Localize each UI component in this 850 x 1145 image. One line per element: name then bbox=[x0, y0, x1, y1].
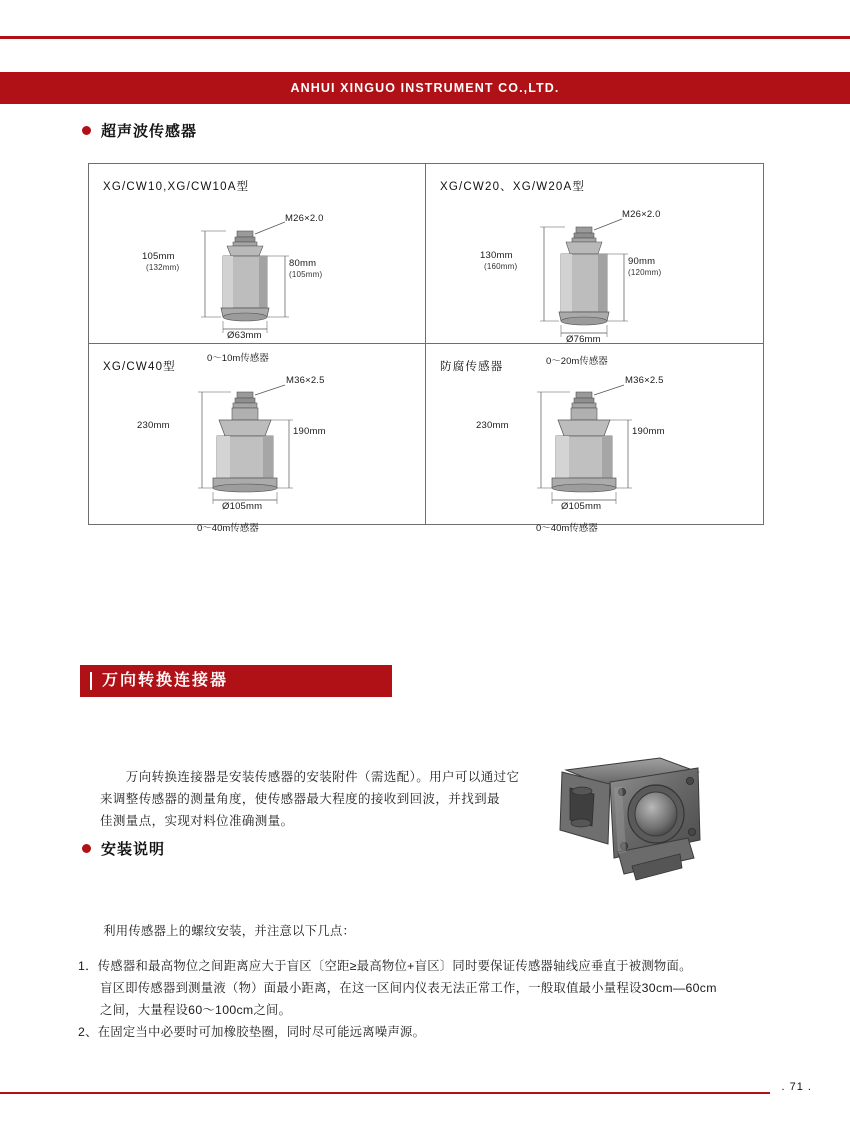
paragraph-line: 来调整传感器的测量角度，使传感器最大程度的接收到回波，并找到最 bbox=[100, 792, 500, 806]
cell-label: 防腐传感器 bbox=[440, 361, 504, 373]
range-caption: 0～40m传感器 bbox=[536, 523, 598, 534]
cell-label: XG/CW20、XG/W20A型 bbox=[440, 181, 586, 193]
footer-red-rule bbox=[0, 1092, 770, 1094]
installation-notes bbox=[78, 920, 778, 1043]
range-caption: 0～40m传感器 bbox=[197, 523, 259, 534]
section-heading-text: 超声波传感器 bbox=[101, 123, 198, 140]
paragraph-line: 佳测量点，实现对料位准确测量。 bbox=[100, 814, 294, 828]
connector-illustration bbox=[548, 748, 708, 888]
body-main-dim: 190mm bbox=[632, 426, 665, 437]
table-cell-cw10 bbox=[89, 164, 426, 364]
bullet-dot-icon bbox=[82, 126, 91, 135]
cell-label: XG/CW10,XG/CW10A型 bbox=[103, 181, 250, 193]
note-line: 盲区即传感器到测量液（物）面最小距离，在这一区间内仪表无法正常工作，一般取值最小量程设30cm—60cm bbox=[100, 981, 717, 995]
height-main-dim: 130mm bbox=[480, 250, 513, 261]
note-line: 利用传感器上的螺纹安装，并注意以下几点： bbox=[78, 924, 356, 938]
connector-description bbox=[100, 766, 530, 832]
thread-spec: M26×2.0 bbox=[285, 213, 324, 224]
table-cell-cw40 bbox=[89, 344, 426, 534]
body-alt-dim: (105mm) bbox=[289, 270, 323, 279]
diameter-dim: Ø105mm bbox=[222, 501, 263, 512]
note-line: 2、在固定当中必要时可加橡胶垫圈，同时尽可能远离噪声源。 bbox=[78, 1025, 426, 1039]
note-line: 之间，大量程设60～100cm之间。 bbox=[100, 1003, 292, 1017]
body-main-dim: 80mm bbox=[289, 258, 317, 269]
company-name: ANHUI XINGUO INSTRUMENT CO.,LTD. bbox=[290, 81, 560, 95]
body-alt-dim: (120mm) bbox=[628, 268, 662, 277]
height-main-dim: 230mm bbox=[137, 420, 170, 431]
body-main-dim: 90mm bbox=[628, 256, 656, 267]
paragraph-line: 万向转换连接器是安装传感器的安装附件（需选配）。用户可以通过它 bbox=[100, 770, 520, 784]
company-header-bar bbox=[0, 72, 850, 104]
sensor-drawing-anticorrosion bbox=[426, 344, 763, 534]
sensor-spec-table bbox=[88, 163, 764, 534]
thread-spec: M36×2.5 bbox=[625, 375, 664, 386]
cell-label: XG/CW40型 bbox=[103, 361, 176, 373]
section-heading-ultrasonic-sensor bbox=[82, 120, 197, 141]
body-main-dim: 190mm bbox=[293, 426, 326, 437]
universal-connector-photo bbox=[548, 748, 708, 888]
height-main-dim: 105mm bbox=[142, 251, 175, 262]
note-line: 1．传感器和最高物位之间距离应大于盲区〔空距≥最高物位+盲区〕同时要保证传感器轴线应垂直于被测物面。 bbox=[78, 959, 692, 973]
diameter-dim: Ø63mm bbox=[227, 330, 262, 341]
section-heading-universal-connector bbox=[80, 665, 392, 697]
height-alt-dim: (132mm) bbox=[146, 263, 180, 272]
red-heading-text: 万向转换连接器 bbox=[90, 672, 228, 690]
range-caption: 0～20m传感器 bbox=[546, 356, 608, 367]
diameter-dim: Ø76mm bbox=[566, 334, 601, 345]
bullet-dot-icon bbox=[82, 844, 91, 853]
range-caption: 0～10m传感器 bbox=[207, 353, 269, 364]
table-cell-anticorrosion bbox=[426, 344, 763, 534]
section-heading-text: 安装说明 bbox=[101, 841, 166, 858]
sensor-drawing-cw10 bbox=[89, 164, 425, 364]
section-heading-installation bbox=[82, 838, 165, 859]
diameter-dim: Ø105mm bbox=[561, 501, 602, 512]
top-red-rule bbox=[0, 36, 850, 39]
height-main-dim: 230mm bbox=[476, 420, 509, 431]
sensor-drawing-cw40 bbox=[89, 344, 425, 534]
height-alt-dim: (160mm) bbox=[484, 262, 518, 271]
thread-spec: M36×2.5 bbox=[286, 375, 325, 386]
thread-spec: M26×2.0 bbox=[622, 209, 661, 220]
page-number: . 71 . bbox=[781, 1081, 812, 1093]
